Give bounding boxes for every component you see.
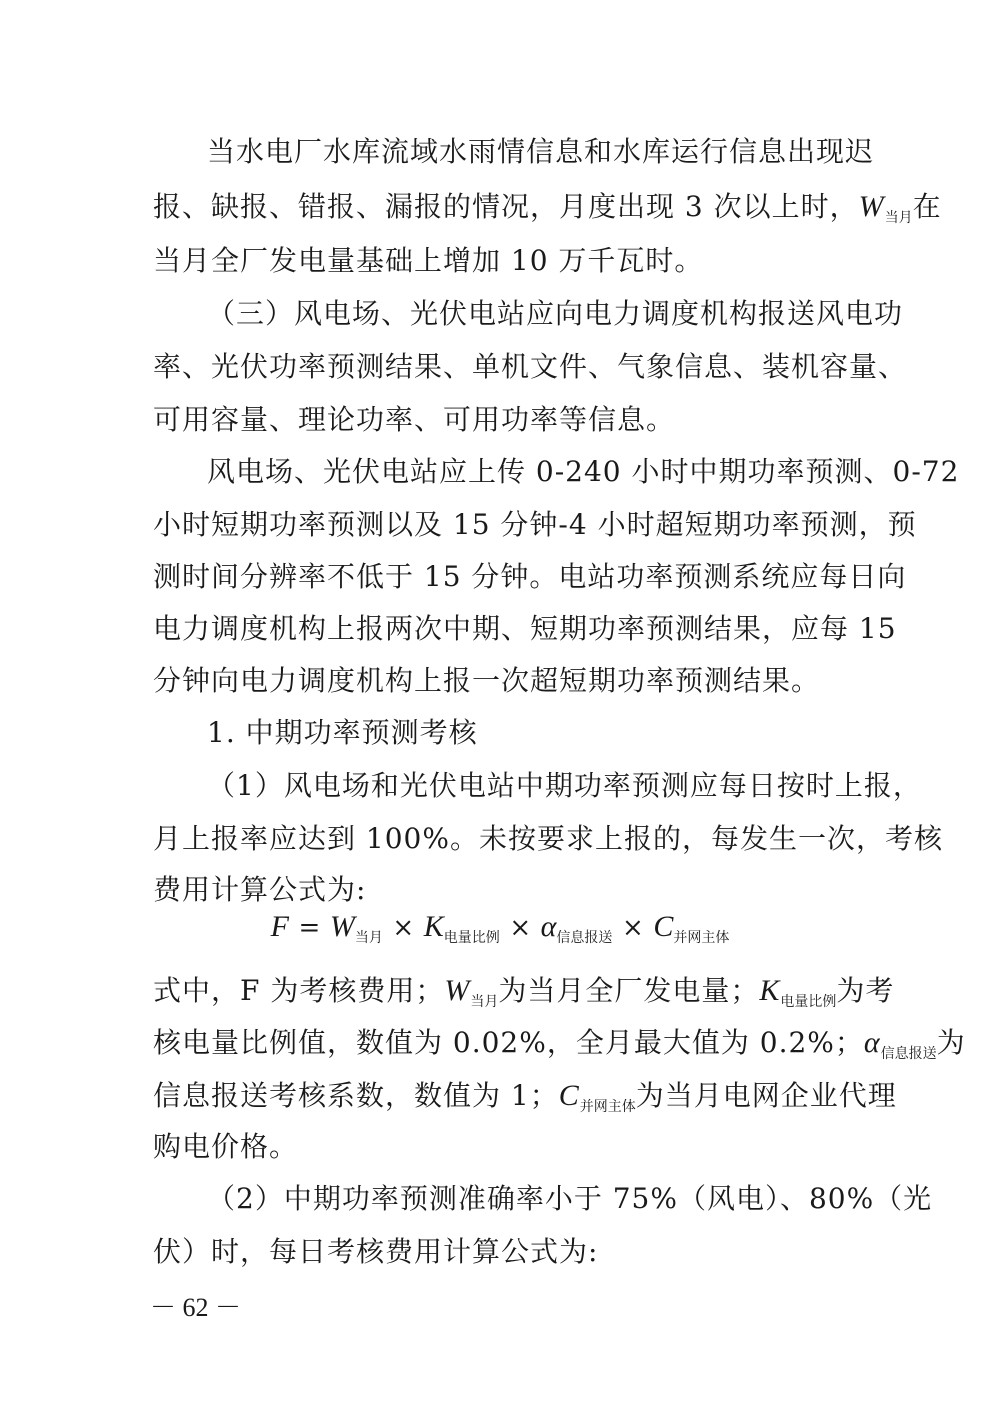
section-heading: 1. 中期功率预测考核	[207, 716, 478, 749]
para1-line1: 当水电厂水库流域水雨情信息和水库运行信息出现迟	[207, 135, 875, 168]
para2-line2: 率、光伏功率预测结果、单机文件、气象信息、装机容量、	[153, 350, 908, 383]
para5-line3: 信息报送考核系数，数值为 1；$C_{并网主体}$为当月电网企业代理	[153, 1079, 897, 1115]
para2-line3: 可用容量、理论功率、可用功率等信息。	[153, 403, 676, 436]
w-month-symbol: $W_{当月}$	[858, 190, 913, 226]
page-number: － 62 －	[150, 1293, 242, 1322]
para5-line4: 购电价格。	[153, 1130, 299, 1163]
para6-line2: 伏）时，每日考核费用计算公式为:	[153, 1235, 599, 1268]
para3-line5: 分钟向电力调度机构上报一次超短期功率预测结果。	[153, 664, 821, 697]
para3-line2: 小时短期功率预测以及 15 分钟-4 小时超短期功率预测，预	[153, 508, 917, 541]
para6-line1: （2）中期功率预测准确率小于 75%（风电）、80%（光	[207, 1182, 933, 1215]
formula: $F = W_{当月} \times K_{电量比例} \times \alpha_{信息报送} \times C_{并网主体}$	[270, 910, 730, 946]
para5-line2: 核电量比例值，数值为 0.02%，全月最大值为 0.2%；$\alpha_{信息报送}$为	[153, 1026, 966, 1062]
para3-line1: 风电场、光伏电站应上传 0-240 小时中期功率预测、0-72	[207, 455, 960, 488]
para4-line3: 费用计算公式为:	[153, 873, 367, 906]
para3-line3: 测时间分辨率不低于 15 分钟。电站功率预测系统应每日向	[153, 560, 907, 593]
para2-line1: （三）风电场、光伏电站应向电力调度机构报送风电功	[207, 297, 904, 330]
para5-line1: 式中，F 为考核费用；$W_{当月}$为当月全厂发电量；$K_{电量比例}$为考	[153, 974, 895, 1010]
para4-line2: 月上报率应达到 100%。未按要求上报的，每发生一次，考核	[153, 822, 943, 855]
para1-line3: 当月全厂发电量基础上增加 10 万千瓦时。	[153, 244, 704, 277]
para1-line2: 报、缺报、错报、漏报的情况，月度出现 3 次以上时，$W_{当月}$在	[153, 190, 942, 226]
para4-line1: （1）风电场和光伏电站中期功率预测应每日按时上报，	[207, 769, 922, 802]
para3-line4: 电力调度机构上报两次中期、短期功率预测结果，应每 15	[153, 612, 897, 645]
